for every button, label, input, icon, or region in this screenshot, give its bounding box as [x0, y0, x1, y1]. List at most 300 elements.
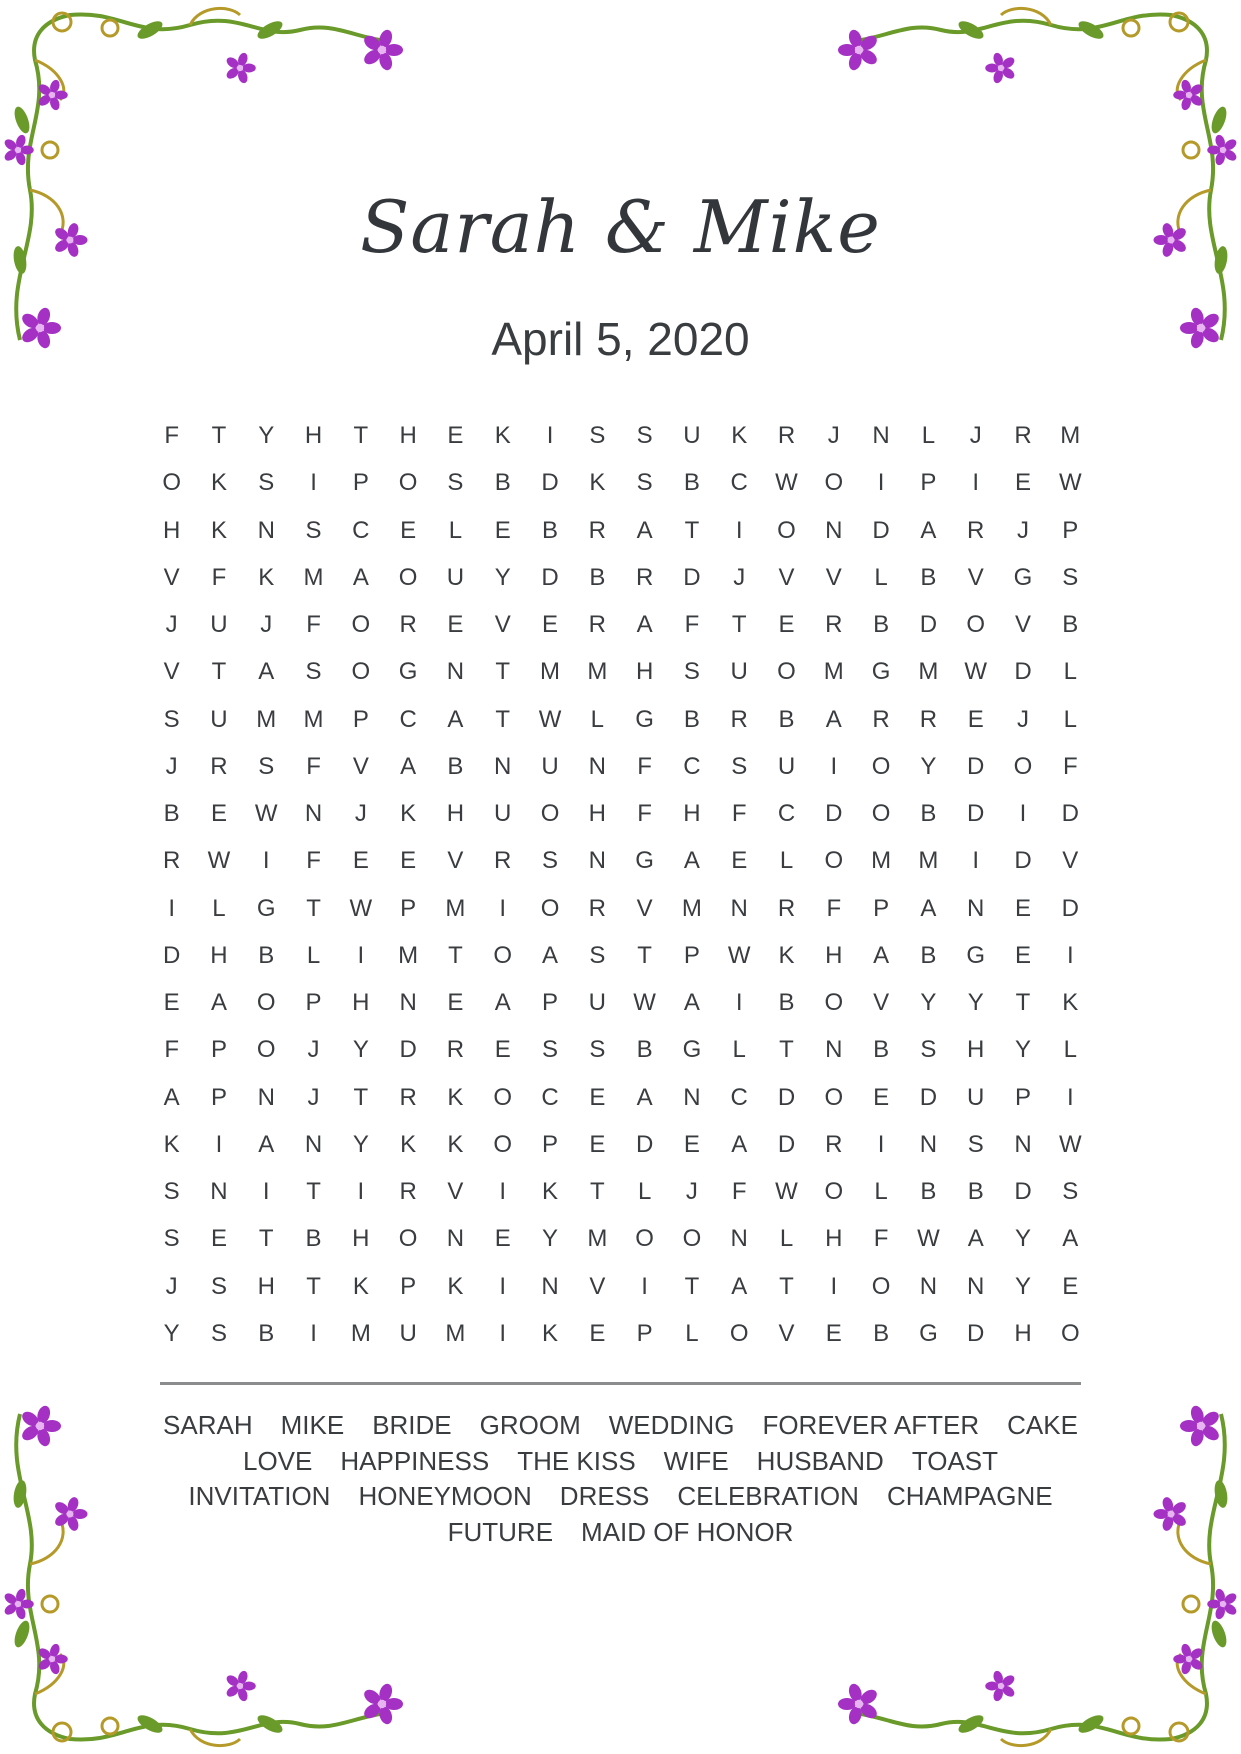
grid-letter: I	[1019, 800, 1027, 827]
grid-letter: T	[258, 1225, 274, 1253]
grid-letter: H	[257, 1272, 275, 1300]
grid-letter: K	[542, 1319, 559, 1347]
grid-letter: I	[877, 469, 885, 497]
grid-letter: A	[400, 752, 417, 780]
grid-letter: Y	[967, 989, 984, 1016]
grid-letter: N	[683, 1083, 701, 1111]
grid-letter: U	[777, 752, 796, 780]
grid-letter: S	[589, 941, 606, 969]
grid-letter: U	[683, 422, 701, 449]
grid-letter: B	[873, 1319, 890, 1347]
grid-letter: L	[779, 847, 794, 875]
grid-letter: I	[735, 989, 743, 1016]
grid-letter: B	[258, 1319, 275, 1347]
grid-letter: B	[305, 1225, 322, 1253]
grid-letter: P	[873, 894, 890, 922]
grid-letter: A	[210, 989, 227, 1016]
grid-letter: M	[587, 658, 608, 686]
grid-letter: V	[447, 1178, 464, 1205]
grid-letter: A	[920, 894, 937, 922]
grid-letter: I	[499, 894, 507, 922]
word-list-item: CHAMPAGNE	[886, 1481, 1053, 1511]
grid-letter: B	[778, 705, 795, 733]
grid-letter: A	[258, 658, 275, 686]
grid-letter: N	[494, 752, 512, 780]
grid-letter: P	[400, 1272, 417, 1300]
grid-letter: S	[210, 1272, 227, 1300]
grid-letter: V	[778, 1319, 795, 1347]
grid-letter: H	[825, 1225, 843, 1253]
grid-letter: E	[731, 847, 748, 875]
grid-letter: T	[211, 658, 227, 686]
grid-letter: I	[168, 894, 175, 922]
grid-letter: K	[447, 1272, 464, 1300]
grid-letter: Y	[1014, 1036, 1031, 1064]
grid-letter: I	[546, 422, 554, 449]
grid-letter: S	[305, 658, 322, 686]
grid-letter: A	[636, 1083, 653, 1111]
grid-letter: P	[305, 989, 322, 1016]
word-list-item: BRIDE	[372, 1410, 452, 1440]
grid-letter: F	[164, 1036, 179, 1064]
grid-letter: D	[1061, 800, 1079, 827]
grid-letter: N	[730, 894, 748, 922]
grid-letter: N	[825, 516, 843, 544]
grid-letter: C	[352, 516, 370, 544]
grid-letter: L	[590, 705, 604, 733]
grid-letter: E	[1014, 469, 1031, 497]
grid-letter: Y	[163, 1319, 180, 1347]
grid-letter: E	[447, 989, 464, 1016]
grid-letter: O	[540, 800, 560, 827]
grid-letter: V	[447, 847, 464, 875]
grid-letter: L	[874, 1178, 888, 1205]
grid-letter: S	[542, 1036, 559, 1064]
grid-letter: J	[165, 611, 178, 638]
grid-letter: L	[685, 1319, 699, 1347]
grid-letter: R	[967, 516, 985, 544]
grid-letter: S	[967, 1130, 984, 1158]
grid-letter: I	[641, 1272, 648, 1300]
grid-letter: E	[352, 847, 369, 875]
grid-letter: D	[919, 1083, 938, 1111]
grid-letter: F	[306, 847, 321, 875]
grid-letter: K	[447, 1083, 464, 1111]
grid-letter: J	[1016, 705, 1029, 733]
grid-letter: T	[779, 1036, 794, 1064]
grid-letter: L	[1063, 705, 1077, 733]
grid-letter: P	[1014, 1083, 1031, 1111]
grid-letter: E	[447, 611, 464, 638]
grid-letter: D	[967, 800, 985, 827]
grid-letter: I	[262, 1178, 270, 1205]
grid-letter: N	[304, 1130, 323, 1158]
grid-letter: M	[540, 658, 561, 686]
grid-letter: R	[919, 705, 938, 733]
grid-letter: C	[399, 705, 417, 733]
grid-letter: K	[400, 1130, 417, 1158]
grid-letter: E	[542, 611, 559, 638]
grid-letter: K	[163, 1130, 180, 1158]
grid-letter: K	[210, 469, 227, 497]
grid-letter: H	[399, 422, 417, 449]
grid-letter: Y	[494, 563, 511, 591]
grid-letter: K	[1062, 989, 1079, 1016]
grid-letter: T	[353, 422, 369, 449]
grid-letter: F	[873, 1225, 889, 1253]
grid-letter: M	[303, 563, 324, 591]
grid-letter: O	[398, 1225, 418, 1253]
grid-letter: P	[210, 1083, 227, 1111]
grid-letter: M	[445, 1319, 466, 1347]
grid-letter: R	[1014, 422, 1032, 449]
grid-letter: F	[637, 752, 652, 780]
grid-letter: U	[210, 705, 228, 733]
grid-letter: N	[588, 847, 606, 875]
grid-letter: S	[258, 469, 275, 497]
grid-letter: V	[163, 658, 180, 686]
grid-letter: T	[306, 894, 321, 922]
grid-letter: H	[588, 800, 606, 827]
grid-letter: S	[447, 469, 464, 497]
grid-letter: B	[873, 1036, 890, 1064]
grid-letter: N	[446, 658, 465, 686]
word-list-item: MAID OF HONOR	[581, 1516, 794, 1547]
grid-letter: P	[210, 1036, 227, 1064]
grid-letter: W	[917, 1225, 940, 1253]
grid-letter: O	[635, 1225, 654, 1253]
grid-letter: P	[352, 469, 369, 497]
grid-letter: N	[304, 800, 323, 827]
grid-letter: N	[1014, 1130, 1032, 1158]
grid-letter: E	[873, 1083, 890, 1111]
grid-letter: Y	[352, 1130, 369, 1158]
grid-letter: I	[357, 941, 365, 969]
grid-letter: I	[830, 1272, 838, 1300]
grid-letter: B	[920, 1178, 937, 1205]
grid-letter: O	[729, 1319, 749, 1347]
grid-letter: A	[731, 1130, 748, 1158]
grid-letter: J	[685, 1178, 698, 1205]
grid-letter: E	[967, 705, 984, 733]
word-list-item: SARAH	[163, 1410, 253, 1440]
grid-letter: J	[260, 611, 273, 638]
grid-letter: W	[254, 800, 278, 827]
grid-letter: O	[824, 989, 844, 1016]
grid-letter: W	[207, 847, 231, 875]
grid-letter: D	[635, 1130, 654, 1158]
grid-letter: M	[303, 705, 324, 733]
grid-letter: I	[1066, 1083, 1074, 1111]
grid-letter: R	[588, 516, 606, 544]
grid-letter: H	[352, 1225, 370, 1253]
grid-letter: H	[446, 800, 465, 827]
grid-letter: L	[779, 1225, 794, 1253]
grid-letter: B	[778, 989, 795, 1016]
grid-letter: A	[1062, 1225, 1079, 1253]
grid-letter: S	[258, 752, 275, 780]
grid-letter: V	[636, 894, 653, 922]
grid-letter: P	[542, 989, 559, 1016]
grid-letter: G	[966, 941, 986, 969]
grid-letter: E	[447, 422, 464, 449]
grid-letter: U	[399, 1319, 417, 1347]
grid-letter: B	[636, 1036, 653, 1064]
grid-letter: D	[1061, 894, 1079, 922]
grid-letter: F	[731, 800, 747, 827]
grid-letter: N	[210, 1178, 228, 1205]
grid-letter: K	[778, 941, 795, 969]
grid-letter: D	[872, 516, 890, 544]
grid-letter: M	[398, 941, 419, 969]
grid-letter: R	[730, 705, 748, 733]
grid-letter: D	[967, 752, 985, 780]
grid-letter: B	[920, 800, 937, 827]
grid-letter: T	[1015, 989, 1031, 1016]
grid-letter: S	[636, 469, 653, 497]
grid-letter: F	[637, 800, 652, 827]
grid-letter: H	[635, 658, 654, 686]
grid-letter: L	[1063, 658, 1077, 686]
grid-letter: E	[210, 1225, 227, 1253]
grid-letter: R	[399, 1083, 417, 1111]
grid-letter: N	[919, 1130, 938, 1158]
grid-letter: R	[162, 847, 181, 875]
grid-letter: U	[588, 989, 606, 1016]
grid-letter: K	[352, 1272, 369, 1300]
grid-letter: V	[1062, 847, 1079, 875]
grid-letter: S	[683, 658, 700, 686]
word-list-item: THE KISS	[517, 1445, 636, 1476]
grid-letter: L	[212, 894, 226, 922]
grid-letter: K	[731, 422, 748, 449]
grid-letter: J	[165, 752, 178, 780]
grid-letter: G	[635, 705, 654, 733]
word-list-item: FOREVER AFTER	[762, 1410, 980, 1440]
grid-letter: R	[777, 422, 796, 449]
grid-letter: E	[1062, 1272, 1079, 1300]
grid-letter: H	[825, 941, 843, 969]
grid-letter: W	[633, 989, 656, 1016]
grid-letter: A	[683, 847, 700, 875]
grid-letter: Y	[258, 422, 275, 449]
grid-letter: E	[494, 516, 511, 544]
grid-letter: C	[730, 1083, 748, 1111]
grid-letter: E	[825, 1319, 842, 1347]
grid-letter: S	[589, 422, 606, 449]
grid-letter: T	[448, 941, 463, 969]
grid-letter: O	[824, 847, 844, 875]
grid-letter: B	[494, 469, 511, 497]
grid-letter: K	[210, 516, 227, 544]
grid-letter: W	[538, 705, 562, 733]
grid-letter: S	[210, 1319, 227, 1347]
word-list-item: TOAST	[911, 1445, 999, 1476]
grid-letter: E	[589, 1130, 606, 1158]
grid-letter: M	[1060, 422, 1081, 449]
grid-letter: N	[967, 894, 985, 922]
grid-letter: E	[589, 1083, 606, 1111]
grid-letter: J	[733, 563, 746, 591]
grid-letter: T	[495, 658, 511, 686]
grid-letter: D	[1014, 1178, 1032, 1205]
grid-letter: E	[163, 989, 180, 1016]
grid-letter: B	[920, 563, 937, 591]
grid-letter: L	[1063, 1036, 1077, 1064]
grid-letter: P	[352, 705, 369, 733]
word-list-item: WEDDING	[608, 1410, 735, 1440]
grid-letter: U	[210, 611, 228, 638]
grid-letter: O	[398, 469, 418, 497]
grid-letter: L	[732, 1036, 746, 1064]
grid-letter: H	[1014, 1319, 1032, 1347]
grid-letter: O	[777, 658, 796, 686]
word-list-item: HONEYMOON	[358, 1481, 532, 1511]
grid-letter: O	[1013, 752, 1033, 780]
grid-letter: G	[256, 894, 276, 922]
grid-letter: E	[494, 1225, 511, 1253]
word-list-item: HUSBAND	[756, 1445, 884, 1476]
grid-letter: K	[447, 1130, 464, 1158]
word-list-item: INVITATION	[188, 1481, 331, 1511]
grid-letter: F	[164, 422, 179, 449]
grid-letter: E	[778, 611, 795, 638]
grid-letter: H	[683, 800, 701, 827]
grid-letter: S	[589, 1036, 606, 1064]
grid-letter: J	[165, 1272, 178, 1300]
grid-letter: B	[258, 941, 275, 969]
grid-letter: V	[1014, 611, 1031, 638]
grid-letter: V	[494, 611, 511, 638]
grid-letter: Y	[352, 1036, 369, 1064]
grid-letter: I	[877, 1130, 885, 1158]
grid-letter: D	[777, 1130, 796, 1158]
grid-letter: W	[1058, 1130, 1082, 1158]
grid-letter: A	[636, 611, 653, 638]
word-list-item: DRESS	[559, 1481, 650, 1511]
grid-letter: N	[730, 1225, 748, 1253]
grid-letter: E	[400, 516, 417, 544]
grid-letter: R	[872, 705, 890, 733]
grid-letter: C	[683, 752, 701, 780]
grid-letter: Y	[920, 752, 937, 780]
grid-letter: E	[210, 800, 227, 827]
grid-letter: D	[683, 563, 701, 591]
grid-letter: B	[542, 516, 559, 544]
grid-letter: D	[1014, 658, 1032, 686]
grid-letter: O	[351, 658, 371, 686]
grid-letter: N	[257, 516, 275, 544]
grid-letter: A	[494, 989, 511, 1016]
grid-letter: I	[1066, 941, 1074, 969]
grid-letter: M	[918, 847, 939, 875]
grid-letter: M	[823, 658, 844, 686]
grid-letter: G	[398, 658, 418, 686]
grid-letter: E	[683, 1130, 700, 1158]
grid-letter: B	[447, 752, 464, 780]
grid-letter: M	[445, 894, 466, 922]
grid-letter: L	[921, 422, 936, 449]
grid-letter: A	[352, 563, 369, 591]
grid-letter: N	[967, 1272, 985, 1300]
grid-letter: O	[493, 1083, 513, 1111]
grid-letter: R	[399, 611, 417, 638]
grid-letter: T	[495, 705, 511, 733]
grid-letter: Y	[1014, 1225, 1031, 1253]
grid-letter: M	[256, 705, 277, 733]
grid-letter: J	[354, 800, 367, 827]
grid-letter: H	[210, 941, 228, 969]
grid-letter: N	[588, 752, 606, 780]
grid-letter: S	[1062, 563, 1079, 591]
word-list-item: LOVE	[242, 1445, 313, 1476]
grid-letter: A	[258, 1130, 275, 1158]
grid-letter: L	[874, 563, 888, 591]
grid-letter: T	[353, 1083, 369, 1111]
grid-letter: D	[777, 1083, 796, 1111]
grid-letter: I	[735, 516, 743, 544]
grid-letter: T	[684, 516, 700, 544]
grid-letter: F	[826, 894, 842, 922]
grid-letter: T	[684, 1272, 700, 1300]
grid-letter: W	[775, 469, 798, 497]
floral-corner-bottom-right-icon	[821, 1394, 1241, 1754]
grid-letter: T	[306, 1178, 321, 1205]
grid-letter: U	[730, 658, 748, 686]
word-list-item: HAPPINESS	[340, 1445, 490, 1476]
grid-letter: O	[682, 1225, 702, 1253]
grid-letter: B	[683, 469, 700, 497]
grid-letter: E	[589, 1319, 606, 1347]
grid-letter: A	[542, 941, 559, 969]
grid-letter: I	[499, 1319, 507, 1347]
grid-letter: J	[1016, 516, 1029, 544]
grid-letter: A	[163, 1083, 180, 1111]
grid-letter: L	[306, 941, 321, 969]
grid-letter: O	[824, 1178, 844, 1205]
grid-letter: B	[1062, 611, 1079, 638]
word-search-grid	[148, 414, 1094, 1359]
grid-letter: G	[1013, 563, 1033, 591]
grid-letter: O	[162, 469, 181, 497]
grid-letter: W	[349, 894, 373, 922]
word-list-item: GROOM	[479, 1410, 581, 1440]
grid-letter: M	[350, 1319, 371, 1347]
grid-letter: K	[400, 800, 417, 827]
grid-letter: J	[307, 1083, 320, 1111]
wedding-date: April 5, 2020	[491, 313, 750, 365]
grid-letter: U	[446, 563, 465, 591]
grid-letter: V	[352, 752, 369, 780]
grid-letter: D	[825, 800, 843, 827]
grid-letter: S	[1062, 1178, 1079, 1205]
word-list-item: CELEBRATION	[677, 1481, 859, 1511]
grid-letter: N	[872, 422, 890, 449]
grid-letter: K	[589, 469, 606, 497]
grid-letter: V	[778, 563, 795, 591]
grid-letter: H	[967, 1036, 985, 1064]
grid-letter: U	[494, 800, 512, 827]
grid-letter: R	[825, 611, 843, 638]
grid-letter: I	[310, 1319, 317, 1347]
grid-letter: B	[163, 800, 180, 827]
grid-letter: I	[499, 1272, 507, 1300]
word-list-item: WIFE	[663, 1445, 729, 1476]
grid-letter: F	[211, 563, 227, 591]
grid-letter: O	[493, 1130, 513, 1158]
grid-letter: M	[681, 894, 702, 922]
grid-letter: G	[871, 658, 891, 686]
